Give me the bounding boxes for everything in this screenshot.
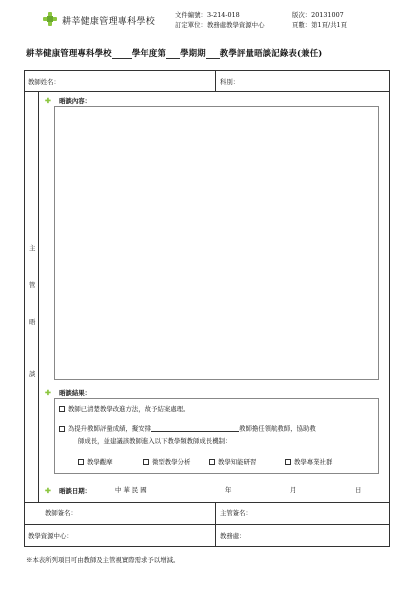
title-form: 教學評量晤談記錄表(兼任) — [219, 48, 323, 58]
side-label-1: 主 — [29, 244, 36, 252]
teacher-name-label: 教師姓名： — [28, 78, 60, 86]
date-day: 日 — [355, 486, 362, 494]
version: 版次：20131007 — [292, 11, 344, 19]
result-option-2[interactable]: 為提升教師評量成績，擬安排 教師擔任領航教師，協助教 — [59, 424, 316, 432]
sub-option-checkbox[interactable] — [78, 459, 84, 465]
date-year: 年 — [225, 486, 232, 494]
side-label-2: 管 — [29, 281, 36, 289]
option1-checkbox[interactable] — [59, 406, 65, 412]
bullet-icon: ✚ — [45, 486, 51, 495]
page-count: 頁數：第1頁/共1頁 — [292, 21, 348, 29]
resource-center-label: 教學資源中心： — [28, 532, 73, 540]
date-label: ✚ 晤談日期： — [45, 486, 92, 495]
sub-option-checkbox[interactable] — [143, 459, 149, 465]
result-heading: ✚ 晤談結果： — [45, 388, 92, 397]
school-name: 耕莘健康管理專科學校 — [62, 17, 156, 27]
title-school: 耕莘健康管理專科學校 — [26, 48, 112, 58]
sub-option-1[interactable]: 教學觀摩 — [78, 459, 113, 465]
sub-option-3[interactable]: 教學知能研習 — [209, 459, 256, 465]
teacher-sign-label: 教師簽名： — [45, 509, 77, 517]
title-year: 學年度第 — [131, 48, 167, 58]
content-heading: ✚ 晤談內容： — [45, 96, 92, 105]
supervisor-sign-label: 主管簽名： — [220, 509, 252, 517]
bullet-icon: ✚ — [45, 388, 51, 397]
result-option-2-cont: 師成長，並建議該教師進入以下教學類教師成長機制： — [78, 437, 232, 445]
title-semester: 學期期 — [180, 48, 206, 58]
sub-option-checkbox[interactable] — [285, 459, 291, 465]
sub-option-2[interactable]: 微型教學分析 — [143, 459, 190, 465]
footnote: ※本表所列項目可由教師及主管視實際需求予以增減。 — [26, 556, 180, 564]
sub-option-4[interactable]: 教學專業社群 — [285, 459, 332, 465]
side-label-4: 談 — [29, 370, 36, 378]
date-month: 月 — [290, 486, 297, 494]
academic-affairs-label: 教務處： — [220, 532, 246, 540]
bullet-icon: ✚ — [45, 96, 51, 105]
form-title — [26, 47, 322, 59]
option2-checkbox[interactable] — [59, 426, 65, 432]
doc-number: 文件編號：3-214-018 — [175, 11, 240, 19]
subject-label: 科別： — [220, 78, 240, 86]
content-textarea[interactable] — [54, 106, 379, 380]
sub-option-checkbox[interactable] — [209, 459, 215, 465]
side-label-3: 晤 — [29, 318, 36, 326]
result-option-1[interactable]: 教師已清楚教學改進方法，故予結案處理。 — [59, 406, 189, 412]
date-era: 中 華 民 國 — [115, 486, 147, 494]
school-logo — [42, 11, 58, 27]
issuing-dept: 訂定單位：教務處教學資源中心 — [175, 21, 265, 29]
